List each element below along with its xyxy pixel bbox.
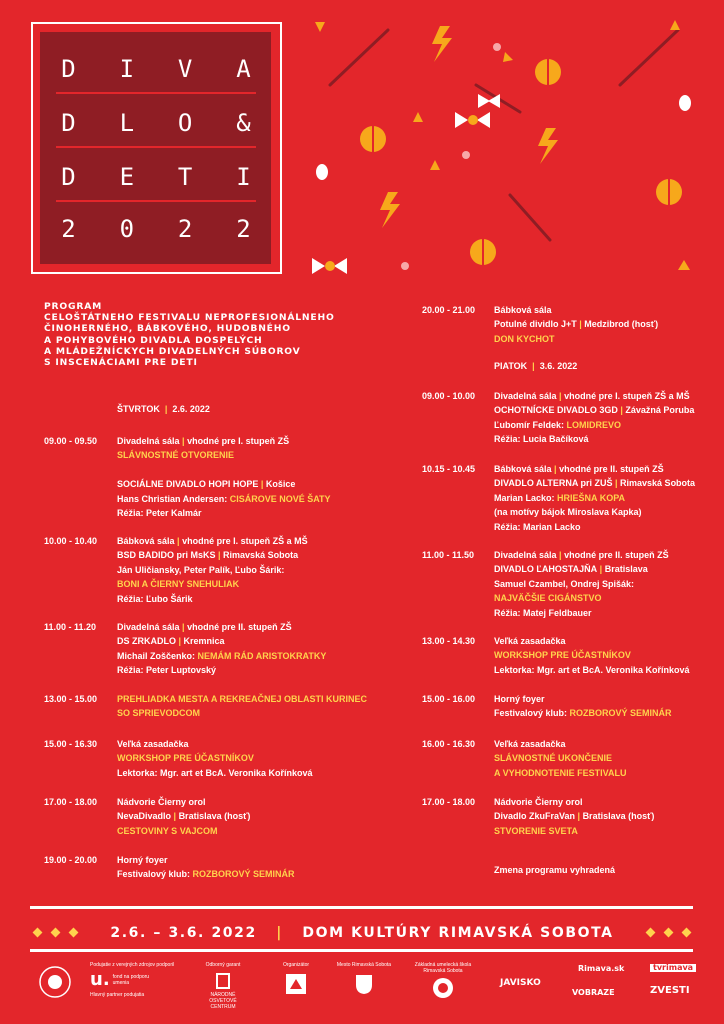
event-text: NevaDivadlo xyxy=(117,811,172,822)
event-entry xyxy=(494,303,658,346)
time-slot: 20.00 - 21.00 xyxy=(422,305,476,315)
sponsor-javisko: JAVISKO xyxy=(500,978,541,988)
event-text: Bratislava (hosť) xyxy=(582,811,655,822)
event-entry xyxy=(117,853,295,882)
event-line xyxy=(494,795,654,809)
sponsor-zus: Základná umelecká škola Rimavská Sobota xyxy=(408,962,478,1001)
event-text: Ľubomír Feldek: xyxy=(494,419,567,430)
event-text: Bábková sála xyxy=(494,305,552,315)
event-line xyxy=(117,824,250,838)
time-slot: 16.00 - 16.30 xyxy=(422,739,476,749)
event-text: vhodné pre II. stupeň ZŠ xyxy=(559,464,664,474)
festival-logo xyxy=(40,32,271,264)
event-line xyxy=(494,389,694,403)
event-title: SLÁVNOSTNÉ OTVORENIE xyxy=(117,450,235,461)
event-text: Kremnica xyxy=(183,636,225,647)
event-text: Nádvorie Čierny orol xyxy=(117,797,206,807)
event-text: Medzibrod (hosť) xyxy=(584,319,659,330)
event-line xyxy=(117,448,331,462)
sponsor-noc: Odborný garant NÁRODNÉ OSVETOVÉ CENTRUM xyxy=(205,962,241,1010)
event-entry xyxy=(117,737,313,780)
footer-rule-bottom xyxy=(30,949,693,952)
event-title: NAJVÄČŠIE CIGÁNSTVO xyxy=(494,593,602,604)
event-text: Bratislava xyxy=(604,564,648,575)
event-text: vhodné pre II. stupeň ZŠ xyxy=(187,622,292,632)
event-title: SLÁVNOSTNÉ UKONČENIE xyxy=(494,753,613,764)
separator: | xyxy=(179,622,188,632)
event-line xyxy=(494,548,669,562)
event-text: Festivalový klub: xyxy=(117,869,193,880)
event-text: SOCIÁLNE DIVADLO HOPI HOPE xyxy=(117,479,259,490)
event-line xyxy=(494,303,658,317)
event-line xyxy=(117,506,331,520)
event-text: vhodné pre II. stupeň ZŠ xyxy=(564,550,669,560)
event-title: NEMÁM RÁD ARISTOKRATKY xyxy=(197,650,327,661)
divadlo-deti-small-logo xyxy=(30,962,80,1004)
event-entry xyxy=(494,462,695,534)
day-label-thursday: ŠTVRTOK | 2.6. 2022 xyxy=(117,404,210,414)
event-text: Ján Uličiansky, Peter Palík, Ľubo Šárik: xyxy=(117,564,285,575)
event-text: Réžia: Peter Kalmár xyxy=(117,508,202,519)
separator: | xyxy=(176,636,184,647)
separator: | xyxy=(612,478,621,489)
time-slot: 15.00 - 16.00 xyxy=(422,694,476,704)
event-line xyxy=(117,492,331,506)
event-text: Bratislava (hosť) xyxy=(178,811,251,822)
event-line xyxy=(117,795,250,809)
event-entry xyxy=(494,737,627,780)
logo-row-4: 2 0 2 2 xyxy=(61,215,251,243)
logo-divider xyxy=(56,92,256,94)
event-line xyxy=(494,562,669,576)
event-line xyxy=(494,403,694,417)
event-text: OCHOTNÍCKE DIVADLO 3GD xyxy=(494,405,618,416)
time-slot: 15.00 - 16.30 xyxy=(44,739,98,749)
event-line xyxy=(117,692,367,706)
event-text: Divadelná sála xyxy=(117,436,180,446)
event-text: vhodné pre I. stupeň ZŠ a MŠ xyxy=(564,391,690,401)
event-entry xyxy=(494,548,669,620)
event-title: A VYHODNOTENIE FESTIVALU xyxy=(494,767,627,778)
event-text: Lektorka: Mgr. art et BcA. Veronika Kořínková xyxy=(117,767,313,778)
event-text: Veľká zasadačka xyxy=(117,739,189,749)
event-text: BSD BADIDO pri MsKS xyxy=(117,550,216,561)
logo-row-1: D I V A xyxy=(61,55,251,83)
event-line xyxy=(117,766,313,780)
city-crest-icon xyxy=(354,973,374,995)
time-slot: 13.00 - 14.30 xyxy=(422,636,476,646)
program-note: Zmena programu vyhradená xyxy=(494,865,616,875)
event-text: Réžia: Lucia Bačíková xyxy=(494,434,589,445)
event-title: BONI A ČIERNY SNEHULIAK xyxy=(117,579,240,590)
time-slot: 10.15 - 10.45 xyxy=(422,464,476,474)
sponsor-mesto: Mesto Rimavská Sobota xyxy=(334,962,394,997)
event-text: Réžia: Peter Luptovský xyxy=(117,665,217,676)
time-slot: 10.00 - 10.40 xyxy=(44,536,98,546)
event-line xyxy=(494,476,695,490)
event-text: Lektorka: Mgr. art et BcA. Veronika Kořínková xyxy=(494,664,690,675)
separator: | xyxy=(174,536,183,546)
event-line xyxy=(494,432,694,446)
event-title: WORKSHOP PRE ÚČASTNÍKOV xyxy=(117,753,254,764)
event-line xyxy=(494,591,669,605)
event-line xyxy=(494,462,695,476)
event-line xyxy=(117,563,308,577)
event-line xyxy=(117,434,331,448)
event-text: Samuel Czambel, Ondrej Spišák: xyxy=(494,578,635,589)
event-line xyxy=(117,548,308,562)
event-text: DIVADLO ĽAHOSTAJŇA xyxy=(494,564,598,575)
fpu-logo-icon: u. xyxy=(90,969,110,990)
event-entry xyxy=(117,434,331,520)
event-entry xyxy=(117,534,308,606)
event-line xyxy=(117,649,326,663)
event-entry xyxy=(117,692,367,721)
logo-divider xyxy=(56,146,256,148)
event-text: Divadelná sála xyxy=(494,391,557,401)
event-title: STVORENIE SVETA xyxy=(494,825,578,836)
event-text: Rimavská Sobota xyxy=(620,478,696,489)
sponsor-vobraze: VOBRAZE xyxy=(572,988,615,997)
time-slot: 13.00 - 15.00 xyxy=(44,694,98,704)
event-line xyxy=(494,418,694,432)
event-text: Bábková sála xyxy=(117,536,175,546)
event-line xyxy=(494,663,690,677)
separator: | xyxy=(258,479,266,490)
event-text: Réžia: Marian Lacko xyxy=(494,521,581,532)
event-text: Rimavská Sobota xyxy=(223,550,299,561)
event-text: DIVADLO ALTERNA pri ZUŠ xyxy=(494,478,613,489)
event-text: DS ZRKADLO xyxy=(117,636,176,647)
time-slot: 17.00 - 18.00 xyxy=(44,797,98,807)
time-slot: 11.00 - 11.50 xyxy=(422,550,475,560)
event-title: CESTOVINY S VAJCOM xyxy=(117,825,218,836)
event-entry xyxy=(494,389,694,447)
event-text: Veľká zasadačka xyxy=(494,739,566,749)
event-text: Závažná Poruba xyxy=(625,405,695,416)
event-line xyxy=(494,606,669,620)
zus-logo-icon xyxy=(432,977,454,999)
event-line xyxy=(117,809,250,823)
separator: | xyxy=(575,811,583,822)
event-title: HRIEŠNA KOPA xyxy=(557,492,626,503)
event-line xyxy=(117,634,326,648)
event-line xyxy=(117,663,326,677)
event-text: Festivalový klub: xyxy=(494,708,570,719)
event-text: Potulné dividlo J+T xyxy=(494,319,577,330)
logo-row-2: D L O & xyxy=(61,109,251,137)
event-text: Hans Christian Andersen: xyxy=(117,493,230,504)
event-line xyxy=(494,520,695,534)
event-text: vhodné pre I. stupeň ZŠ xyxy=(187,436,290,446)
event-line xyxy=(494,706,672,720)
event-line xyxy=(494,317,658,331)
event-entry xyxy=(117,620,326,678)
event-line xyxy=(117,867,295,881)
time-slot: 17.00 - 18.00 xyxy=(422,797,476,807)
organizer-logo-icon xyxy=(285,973,307,995)
event-text: Réžia: Matej Feldbauer xyxy=(494,607,592,618)
program-heading: PROGRAM CELOŠTÁTNEHO FESTIVALU NEPROFESIONÁLNEHO ČINOHERNÉHO, BÁBKOVÉHO, HUDOBNÉHO A POHYBOVÉHO DIVADLA DOSPELÝCH A MLÁDEŽNÍCKYCH DIVADELNÝCH SÚBOROV S INSCENÁCIAMI PRE DETI xyxy=(44,301,335,369)
logo-row-3: D E T I xyxy=(61,163,251,191)
event-line xyxy=(117,477,331,491)
event-line xyxy=(117,577,308,591)
confetti-decoration xyxy=(280,0,724,290)
sponsor-rimava: Rimava.sk xyxy=(578,964,625,973)
event-line xyxy=(117,592,308,606)
event-entry xyxy=(117,795,250,838)
separator: | xyxy=(597,564,605,575)
event-text: Divadlo ZkuFraVan xyxy=(494,811,576,822)
event-line xyxy=(494,577,669,591)
event-title: LOMIDREVO xyxy=(566,419,622,430)
event-line xyxy=(117,534,308,548)
event-title: ROZBOROVÝ SEMINÁR xyxy=(192,869,295,880)
event-title: ROZBOROVÝ SEMINÁR xyxy=(569,708,672,719)
event-entry xyxy=(494,795,654,838)
event-entry xyxy=(494,634,690,677)
separator: | xyxy=(179,436,188,446)
event-text: Bábková sála xyxy=(494,464,552,474)
sponsor-zvesti: ZVESTI xyxy=(650,985,690,996)
event-text: Divadelná sála xyxy=(494,550,557,560)
event-title: CISÁROVE NOVÉ ŠATY xyxy=(229,493,331,504)
event-text: Michail Zoščenko: xyxy=(117,650,198,661)
event-line xyxy=(117,737,313,751)
event-text: Marian Lacko: xyxy=(494,492,558,503)
event-title: WORKSHOP PRE ÚČASTNÍKOV xyxy=(494,650,631,661)
sponsor-tvrimava: tvrimava xyxy=(650,964,696,972)
event-text: Košice xyxy=(265,479,296,490)
separator: | xyxy=(215,550,224,561)
logo-divider xyxy=(56,200,256,202)
day-label-friday: PIATOK | 3.6. 2022 xyxy=(494,361,578,371)
event-title: DON KYCHOT xyxy=(494,333,555,344)
footer-rule-top xyxy=(30,906,693,909)
separator: | xyxy=(576,319,585,330)
event-line xyxy=(494,766,627,780)
stamp-logo-icon xyxy=(30,962,80,1002)
time-slot: 19.00 - 20.00 xyxy=(44,855,98,865)
time-slot: 09.00 - 09.50 xyxy=(44,436,98,446)
event-line xyxy=(494,692,672,706)
event-line xyxy=(494,491,695,505)
event-text: Veľká zasadačka xyxy=(494,636,566,646)
sponsor-organizer: Organizátor xyxy=(278,962,314,997)
sponsor-fpu: Podujatie z verejných zdrojov podporil u. fond na podporu umenia Hlavný partner podujatia xyxy=(90,962,175,998)
event-text: vhodné pre I. stupeň ZŠ a MŠ xyxy=(182,536,308,546)
separator: | xyxy=(171,811,179,822)
event-line xyxy=(494,737,627,751)
noc-logo-icon xyxy=(215,972,231,990)
event-line xyxy=(494,824,654,838)
event-line xyxy=(494,809,654,823)
event-text: Divadelná sála xyxy=(117,622,180,632)
event-title: SO SPRIEVODCOM xyxy=(117,708,201,719)
event-line xyxy=(117,706,367,720)
event-line xyxy=(494,648,690,662)
event-entry xyxy=(494,692,672,721)
event-text: Horný foyer xyxy=(494,694,545,704)
event-text: Réžia: Ľubo Šárik xyxy=(117,593,193,604)
event-line xyxy=(117,751,313,765)
separator: | xyxy=(551,464,560,474)
event-line xyxy=(117,853,295,867)
event-line xyxy=(494,751,627,765)
footer-dates-venue: 2.6. – 3.6. 2022 | DOM KULTÚRY RIMAVSKÁ SOBOTA xyxy=(110,925,614,941)
time-slot: 11.00 - 11.20 xyxy=(44,622,97,632)
event-line xyxy=(117,463,331,477)
event-line xyxy=(494,505,695,519)
event-line xyxy=(494,332,658,346)
event-line xyxy=(494,634,690,648)
event-text: Nádvorie Čierny orol xyxy=(494,797,583,807)
event-line xyxy=(117,620,326,634)
time-slot: 09.00 - 10.00 xyxy=(422,391,476,401)
event-text: (na motívy bájok Miroslava Kapka) xyxy=(494,507,642,518)
event-text: Horný foyer xyxy=(117,855,168,865)
event-title: PREHLIADKA MESTA A REKREAČNEJ OBLASTI KURINEC xyxy=(117,694,368,704)
separator: | xyxy=(617,405,626,416)
separator: | xyxy=(556,550,565,560)
separator: | xyxy=(556,391,565,401)
